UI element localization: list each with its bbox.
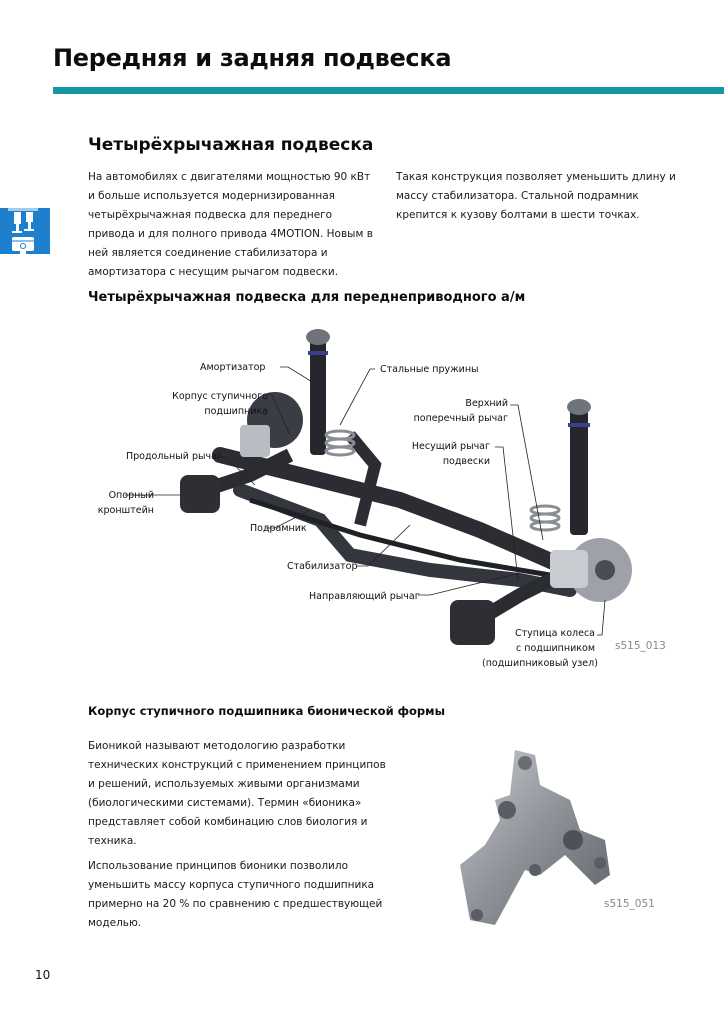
callout-carrying-arm-line1: Несущий рычаг <box>411 441 490 452</box>
suspension-diagram <box>100 325 640 670</box>
callout-upper-arm <box>410 396 508 426</box>
page-title: Передняя и задняя подвеска <box>53 44 452 72</box>
callout-bracket <box>60 488 154 518</box>
intro-paragraph-left: На автомобилях с двигателями мощностью 90 кВт и больше используется модернизированная четырёхрычажная подвеска для переднего привода и для полного привода 4MOTION. Новым в ней является соединение стабилизатора и амортизатора с несущим рычагом подвески. <box>88 171 373 278</box>
hub-housing-right <box>550 550 588 588</box>
callout-carrying-arm <box>408 439 490 469</box>
figure-title: Четырёхрычажная подвеска для переднеприводного а/м <box>88 290 526 305</box>
figure-code: s515_013 <box>615 640 666 652</box>
bionic-paragraph-1: Бионикой называют методологию разработки технических конструкций с применением принципов и решений, используемых живыми организмами (биологическими системами). Термин «бионика» представляет собой комбинацию слов биология и техника. <box>88 740 386 847</box>
callout-upper-arm-line1: Верхний <box>465 398 508 409</box>
engine-piston-icon <box>0 200 50 260</box>
bionic-paragraph-2: Использование принципов бионики позволило уменьшить массу корпуса ступичного подшипника примерно на 20 % по сравнению с предшествующей моделью. <box>88 860 383 929</box>
intro-paragraph-right: Такая конструкция позволяет уменьшить длину и массу стабилизатора. Стальной подрамник крепится к кузову болтами в шести точках. <box>396 171 676 221</box>
hub-housing-photo <box>455 745 625 930</box>
spring-right <box>531 506 559 530</box>
callout-trailing-arm: Продольный рычаг <box>126 451 222 462</box>
callout-hub-housing-line1: Корпус ступичного <box>172 391 268 402</box>
callout-wheel-hub-line3: (подшипниковый узел) <box>482 658 598 669</box>
callout-subframe: Подрамник <box>250 523 307 534</box>
callout-bracket-line1: Опорный <box>108 490 154 501</box>
callout-guide-arm: Направляющий рычаг <box>309 591 420 602</box>
bracket-left <box>180 475 220 513</box>
section-title: Четырёхрычажная подвеска <box>88 135 374 155</box>
callout-stabilizer: Стабилизатор <box>287 561 358 572</box>
callout-wheel-hub <box>482 626 598 671</box>
callout-shock-absorber: Амортизатор <box>200 362 266 373</box>
callout-carrying-arm-line2: подвески <box>442 456 490 467</box>
callout-wheel-hub-line2: с подшипником <box>515 643 595 654</box>
photo-code: s515_051 <box>604 898 655 910</box>
callout-hub-housing <box>162 389 268 419</box>
bionic-section-title: Корпус ступичного подшипника бионической формы <box>88 704 445 718</box>
callout-upper-arm-line2: поперечный рычаг <box>413 413 508 424</box>
callout-bracket-line2: кронштейн <box>97 505 154 516</box>
callout-wheel-hub-line1: Ступица колеса <box>515 628 595 639</box>
title-rule <box>53 87 724 94</box>
callout-steel-springs: Стальные пружины <box>380 364 479 375</box>
page-number: 10 <box>35 968 51 982</box>
callout-hub-housing-line2: подшипника <box>204 406 268 417</box>
hub-housing-left <box>240 425 270 457</box>
